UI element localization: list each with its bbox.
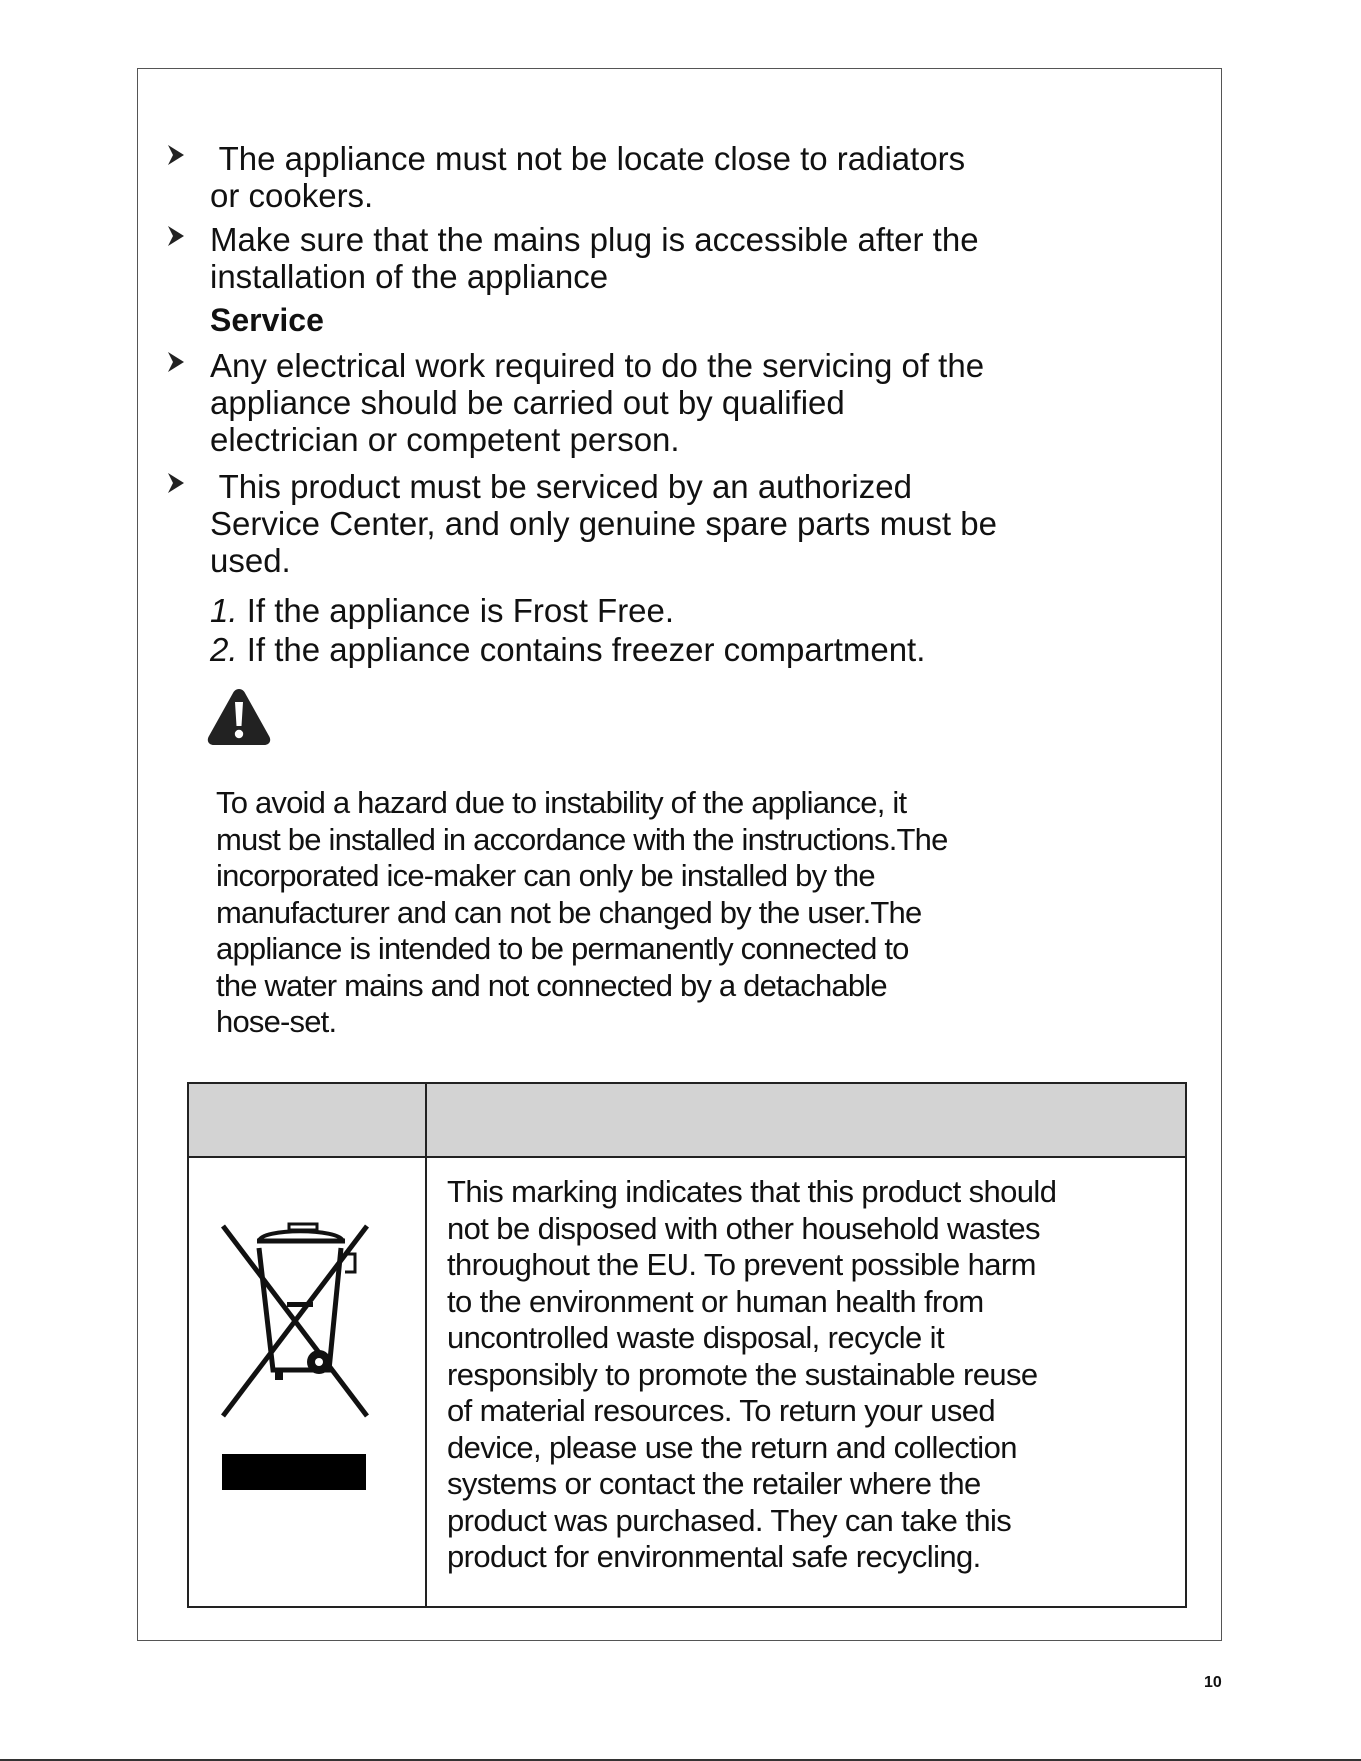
crossed-out-wheelie-bin-icon — [189, 1158, 425, 1508]
bullet-item-service-center — [210, 468, 1140, 579]
weee-table-row — [188, 1157, 1186, 1607]
weee-line: product for environmental safe recycling. — [447, 1539, 981, 1574]
arrow-bullet-icon — [166, 223, 186, 249]
warning-line: appliance is intended to be permanently connected to — [216, 931, 909, 966]
warning-triangle-icon — [205, 686, 273, 748]
weee-line: systems or contact the retailer where the — [447, 1466, 981, 1501]
header-cell-right — [426, 1083, 1186, 1157]
bullet-line: electrician or competent person. — [210, 421, 680, 458]
numbered-item-2 — [210, 631, 925, 668]
weee-table-header — [188, 1083, 1186, 1157]
bullet-line: Make sure that the mains plug is accessible after the — [210, 221, 979, 258]
warning-line: incorporated ice-maker can only be installed by the — [216, 858, 875, 893]
item-number: 1. — [210, 592, 238, 629]
bullet-line: Service Center, and only genuine spare parts must be — [210, 505, 997, 542]
item-text: If the appliance contains freezer compartment. — [237, 631, 926, 668]
weee-table — [187, 1082, 1187, 1608]
bullet-line: appliance should be carried out by qualified — [210, 384, 845, 421]
bullet-item-electrical — [210, 347, 1140, 458]
weee-line: product was purchased. They can take this — [447, 1502, 1012, 1538]
bullet-line: or cookers. — [210, 177, 374, 214]
bullet-item-location — [210, 140, 1140, 214]
warning-line: manufacturer and can not be changed by the user.The — [216, 894, 922, 930]
arrow-bullet-icon — [166, 470, 186, 496]
weee-line: This marking indicates that this product should — [447, 1174, 1057, 1209]
warning-line: hose-set. — [216, 1004, 337, 1039]
numbered-item-1 — [210, 592, 674, 629]
bullet-line: Any electrical work required to do the servicing of the — [210, 347, 985, 384]
service-heading: Service — [210, 302, 324, 338]
weee-description-cell — [426, 1157, 1186, 1607]
bullet-item-plug — [210, 221, 1140, 295]
warning-line: must be installed in accordance with the instructions.The — [216, 821, 948, 857]
bullet-line: installation of the appliance — [210, 258, 609, 295]
weee-line: to the environment or human health from — [447, 1283, 984, 1319]
arrow-bullet-icon — [166, 349, 186, 375]
arrow-bullet-icon — [166, 142, 186, 168]
weee-line: throughout the EU. To prevent possible harm — [447, 1247, 1036, 1282]
warning-line: the water mains and not connected by a detachable — [216, 967, 887, 1003]
warning-text — [216, 785, 1116, 1041]
weee-line: uncontrolled waste disposal, recycle it — [447, 1320, 944, 1355]
weee-line: of material resources. To return your used — [447, 1393, 995, 1428]
bullet-line: used. — [210, 542, 291, 579]
item-number: 2. — [210, 631, 238, 668]
item-text: If the appliance is Frost Free. — [237, 592, 675, 629]
bullet-line: This product must be serviced by an authorized — [210, 468, 912, 505]
weee-icon-cell — [188, 1157, 426, 1607]
weee-line: responsibly to promote the sustainable reuse — [447, 1356, 1038, 1392]
header-cell-left — [188, 1083, 426, 1157]
bullet-line: The appliance must not be locate close to radiators — [210, 140, 966, 177]
weee-line: device, please use the return and collection — [447, 1429, 1017, 1465]
weee-description — [447, 1174, 1171, 1576]
weee-line: not be disposed with other household wastes — [447, 1210, 1040, 1246]
warning-line: To avoid a hazard due to instability of the appliance, it — [216, 785, 907, 820]
page-number: 10 — [1204, 1674, 1222, 1691]
